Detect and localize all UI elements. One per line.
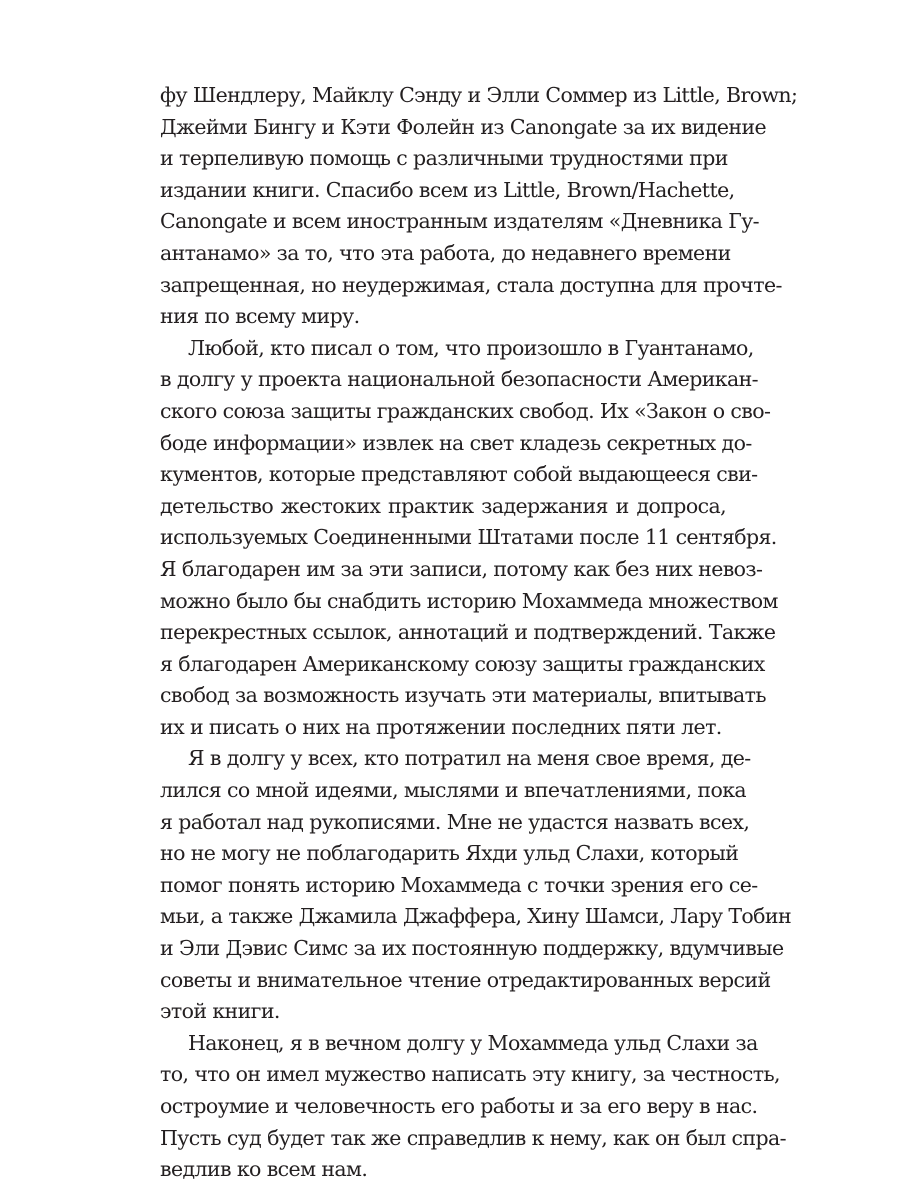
text-line: но не могу не поблагодарить Яхди ульд Слахи, который <box>160 841 739 866</box>
text-line: я работал над рукописями. Мне не удастся назвать всех, <box>160 809 750 834</box>
text-line: антанамо» за то, что эта работа, до недавнего времени <box>160 240 731 265</box>
text-line: боде информации» извлек на свет кладезь секретных до- <box>160 430 752 455</box>
text-line: ского союза защиты гражданских свобод. Их «Закон о сво- <box>160 398 771 423</box>
text-line: я благодарен Американскому союзу защиты гражданских <box>160 651 765 676</box>
text-line: ведлив ко всем нам. <box>160 1157 368 1182</box>
text-line: перекрестных ссылок, аннотаций и подтверждений. Также <box>160 620 776 645</box>
text-line: Наконец, я в вечном долгу у Мохаммеда ульд Слахи за <box>188 1030 758 1055</box>
text-line: и Эли Дэвис Симс за их постоянную поддержку, вдумчивые <box>160 936 784 961</box>
text-line: и терпеливую помощь с различными трудностями при <box>160 146 728 171</box>
text-line: свобод за возможность изучать эти материалы, впитывать <box>160 683 766 708</box>
text-line: Я благодарен им за эти записи, потому как без них невоз- <box>160 556 763 581</box>
paragraph <box>160 80 798 333</box>
paragraph <box>160 333 778 744</box>
text-line: Я в долгу у всех, кто потратил на меня свое время, де- <box>188 746 751 771</box>
text-line: кументов, которые представляют собой выдающееся сви- <box>160 462 758 487</box>
text-line: помог понять историю Мохаммеда с точки зрения его се- <box>160 872 758 897</box>
text-line: их и писать о них на протяжении последних пяти лет. <box>160 714 722 739</box>
paragraph <box>160 1028 786 1186</box>
text-line: запрещенная, но неудержимая, стала доступна для прочте- <box>160 272 782 297</box>
text-line: в долгу у проекта национальной безопасности Американ- <box>160 367 759 392</box>
text-line: то, что он имел мужество написать эту книгу, за честность, <box>160 1062 780 1087</box>
text-line: советы и внимательное чтение отредактированных версий <box>160 967 771 992</box>
text-line: ния по всему миру. <box>160 304 360 329</box>
text-line: лился со мной идеями, мыслями и впечатлениями, пока <box>160 778 747 803</box>
paragraph <box>160 743 792 1027</box>
text-line: остроумие и человечность его работы и за его веру в нас. <box>160 1094 758 1118</box>
text-line: издании книги. Спасибо всем из Little, Brown/Hachette, <box>160 177 735 202</box>
text-line: Canongate и всем иностранным издателям «Дневника Гу- <box>160 209 759 234</box>
text-line: Джейми Бингу и Кэти Фолейн из Canongate за их видение <box>160 114 767 139</box>
text-line: фу Шендлеру, Майклу Сэнду и Элли Соммер из Little, Brown; <box>160 83 798 107</box>
text-line: можно было бы снабдить историю Мохаммеда множеством <box>160 588 778 613</box>
text-line: мьи, а также Джамила Джаффера, Хину Шамси, Лару Тобин <box>160 904 792 929</box>
text-line: Любой, кто писал о том, что произошло в Гуантанамо, <box>188 335 754 360</box>
text-line: используемых Соединенными Штатами после 11 сентября. <box>160 525 777 550</box>
text-line: детельство жестоких практик задержания и допроса, <box>160 493 726 518</box>
text-line: этой книги. <box>160 999 280 1024</box>
body-text <box>160 80 798 1186</box>
text-line: Пусть суд будет так же справедлив к нему, как он был спра- <box>160 1125 786 1150</box>
